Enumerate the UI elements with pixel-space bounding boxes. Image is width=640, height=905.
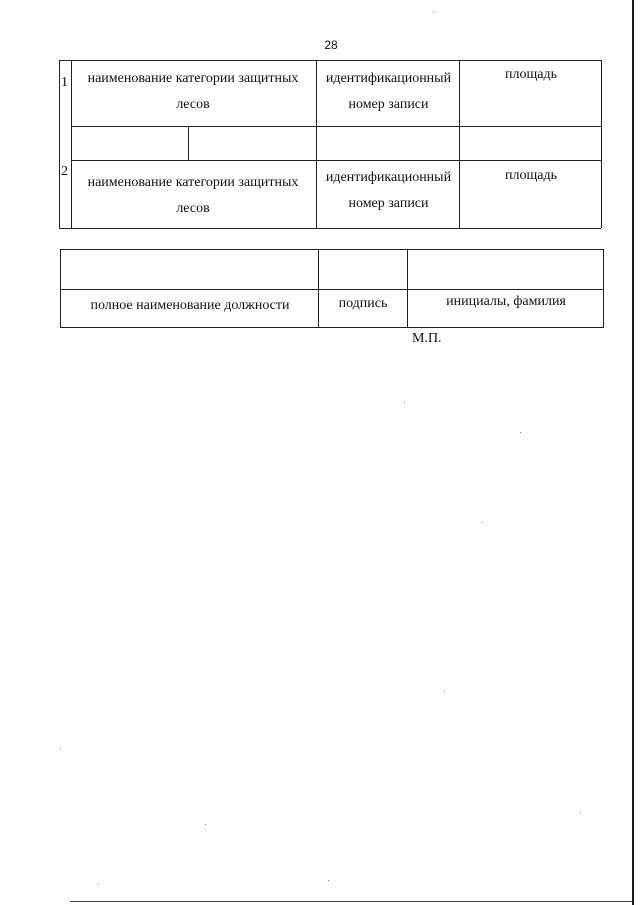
- category-label-2: наименование категории защитных лесов: [87, 175, 299, 216]
- area-label-2: площадь: [505, 168, 557, 183]
- category-label-1: наименование категории защитных лесов: [87, 71, 299, 112]
- row-number-2: 2: [61, 164, 68, 179]
- record-id-label-1: идентификационный номер записи: [325, 71, 452, 112]
- position-title-label: полное наименование должности: [90, 298, 290, 313]
- row-number-1: 1: [61, 75, 68, 90]
- page-edge-bottom: [70, 901, 632, 902]
- initials-surname-label: инициалы, фамилия: [446, 294, 566, 309]
- signature-label: подпись: [338, 296, 388, 311]
- page-number: 28: [324, 38, 338, 52]
- stamp-placeholder: М.П.: [412, 331, 442, 346]
- page-edge-right: [632, 0, 634, 905]
- area-label-1: площадь: [505, 67, 557, 82]
- record-id-label-2: идентификационный номер записи: [325, 170, 452, 211]
